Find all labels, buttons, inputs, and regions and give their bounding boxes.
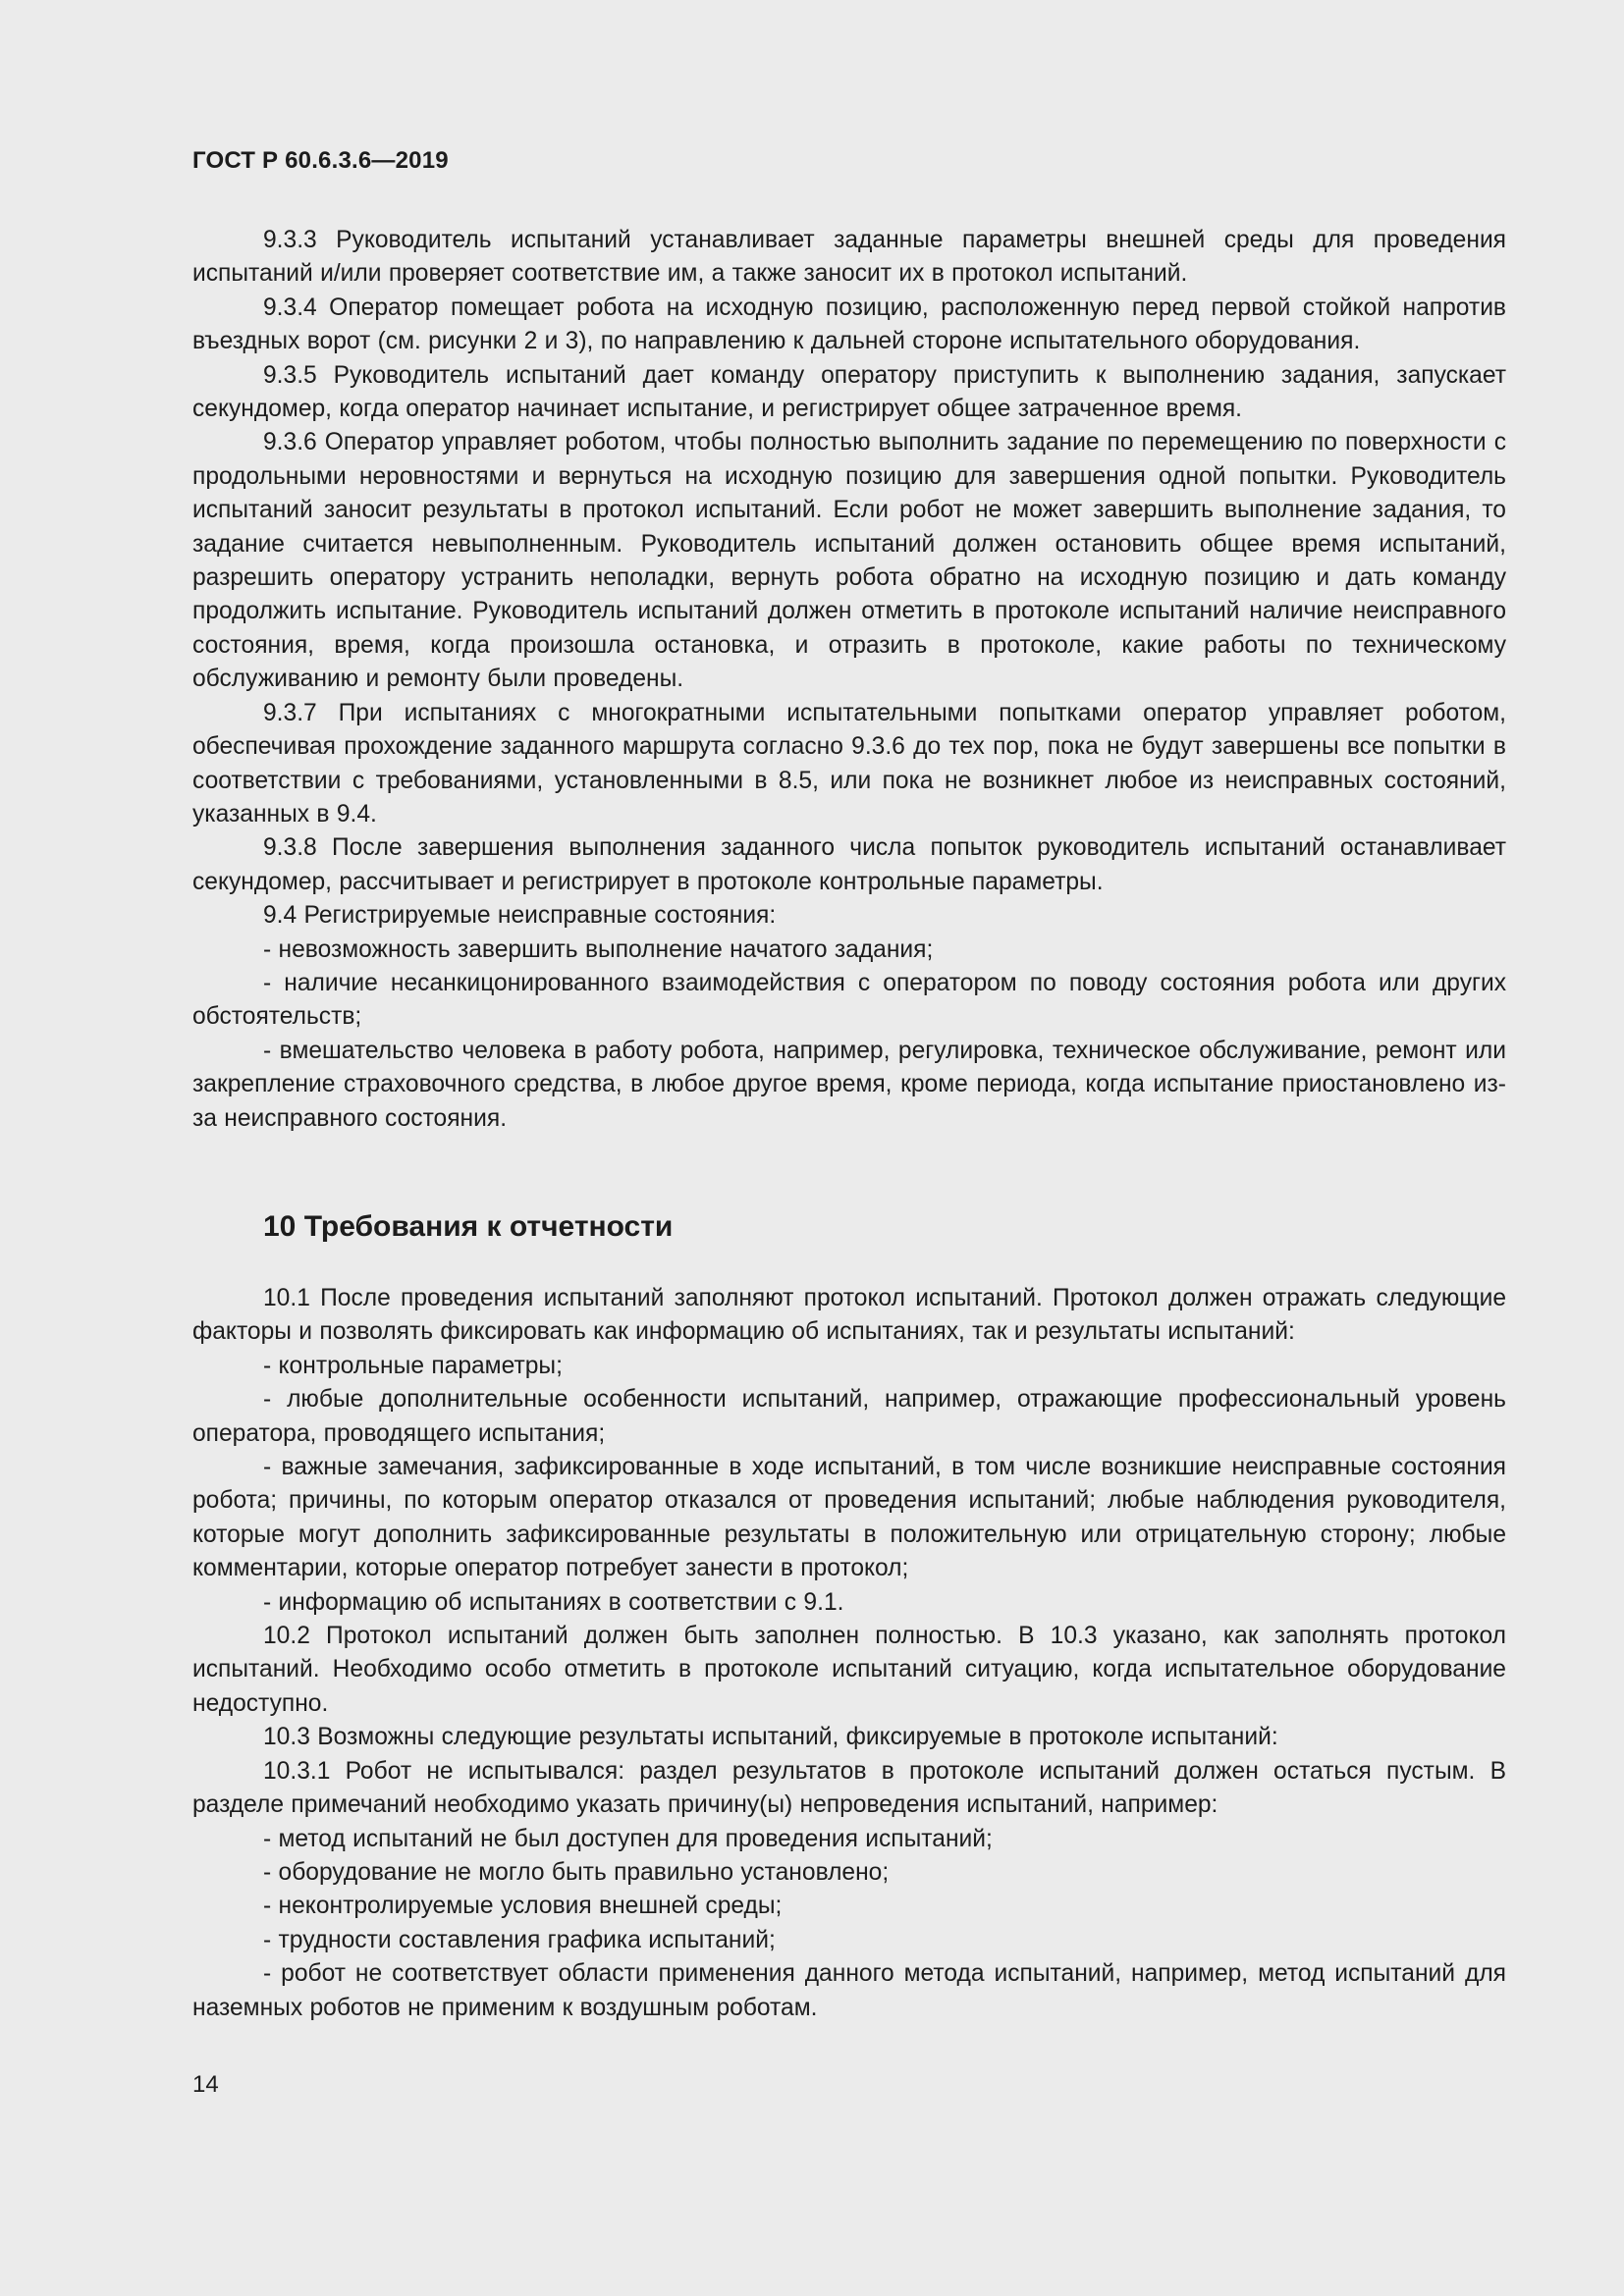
list-item: - информацию об испытаниях в соответствии с 9.1. xyxy=(263,1588,844,1616)
paragraph: 9.3.5 Руководитель испытаний дает команду оператору приступить к выполнению задания, запускает секундомер, когда оператор начинает испытание, и регистрирует общее затраченное время. xyxy=(192,361,1506,423)
list-item: - любые дополнительные особенности испытаний, например, отражающие профессиональный уровень оператора, проводящего испытания; xyxy=(192,1386,1506,1447)
list-item: - оборудование не могло быть правильно установлено; xyxy=(263,1858,890,1886)
paragraph: 10.1 После проведения испытаний заполняют протокол испытаний. Протокол должен отражать следующие факторы и позволять фиксировать как информацию об испытаниях, так и результаты испытаний: xyxy=(192,1285,1506,1346)
body-text-before xyxy=(192,224,1506,1136)
document-header: ГОСТ Р 60.6.3.6—2019 xyxy=(192,147,449,174)
list-item: - контрольные параметры; xyxy=(263,1352,563,1379)
section-title: 10 Требования к отчетности xyxy=(263,1210,674,1243)
list-item: - неконтролируемые условия внешней среды; xyxy=(263,1893,783,1920)
paragraph: 10.2 Протокол испытаний должен быть заполнен полностью. В 10.3 указано, как заполнять протокол испытаний. Необходимо особо отметить в протоколе испытаний ситуацию, когда испытательное оборудование недоступно. xyxy=(192,1623,1506,1717)
list-item: - важные замечания, зафиксированные в ходе испытаний, в том числе возникшие неисправные состояния робота; причины, по которым оператор отказался от проведения испытаний; любые наблюдения руководителя, которые могут дополнить зафиксированные результаты в положительную или отрицательную сторону; любые комментарии, которые оператор потребует занести в протокол; xyxy=(192,1454,1506,1582)
list-item: - вмешательство человека в работу робота, например, регулировка, техническое обслуживание, ремонт или закрепление страховочного средства, в любое другое время, кроме периода, когда испытание приостановлено из-за неисправного состояния. xyxy=(192,1037,1506,1132)
paragraph: 9.3.7 При испытаниях с многократными испытательными попытками оператор управляет роботом, обеспечивая прохождение заданного маршрута согласно 9.3.6 до тех пор, пока не будут завершены все попытки в соответствии с требованиями, установленными в 8.5, или пока не возникнет любое из неисправных состояний, указанных в 9.4. xyxy=(192,699,1506,828)
list-item: - трудности составления графика испытаний; xyxy=(263,1926,776,1953)
page-number: 14 xyxy=(192,2071,219,2098)
document-page xyxy=(192,0,1506,2296)
list-item: - метод испытаний не был доступен для проведения испытаний; xyxy=(263,1825,993,1852)
paragraph: 9.3.3 Руководитель испытаний устанавливает заданные параметры внешней среды для проведения испытаний и/или проверяет соответствие им, а также заносит их в протокол испытаний. xyxy=(192,227,1506,288)
list-item: - робот не соответствует области применения данного метода испытаний, например, метод испытаний для наземных роботов не применим к воздушным роботам. xyxy=(192,1960,1506,2021)
paragraph: 9.3.8 После завершения выполнения заданного числа попыток руководитель испытаний останавливает секундомер, рассчитывает и регистрирует в протоколе контрольные параметры. xyxy=(192,834,1506,895)
paragraph: 10.3 Возможны следующие результаты испытаний, фиксируемые в протоколе испытаний: xyxy=(263,1724,1278,1751)
list-item: - наличие несанкицонированного взаимодействия с оператором по поводу состояния робота или других обстоятельств; xyxy=(192,969,1506,1031)
paragraph: 10.3.1 Робот не испытывался: раздел результатов в протоколе испытаний должен остаться пустым. В разделе примечаний необходимо указать причину(ы) непроведения испытаний, например: xyxy=(192,1757,1506,1819)
paragraph: 9.3.4 Оператор помещает робота на исходную позицию, расположенную перед первой стойкой напротив въездных ворот (см. рисунки 2 и 3), по направлению к дальней стороне испытательного оборудования. xyxy=(192,294,1506,355)
body-text-after xyxy=(192,1282,1506,2025)
paragraph: 9.3.6 Оператор управляет роботом, чтобы полностью выполнить задание по перемещению по поверхности с продольными неровностями и вернуться на исходную позицию для завершения одной попытки. Руководитель испытаний заносит результаты в протокол испытаний. Если робот не может завершить выполнение задания, то задание считается невыполненным. Руководитель испытаний должен остановить общее время испытаний, разрешить оператору устранить неполадки, вернуть робота обратно на исходную позицию и дать команду продолжить испытание. Руководитель испытаний должен отметить в протоколе испытаний наличие неисправного состояния, время, когда произошла остановка, и отразить в протоколе, какие работы по техническому обслуживанию и ремонту были проведены. xyxy=(192,429,1506,693)
paragraph: 9.4 Регистрируемые неисправные состояния: xyxy=(263,902,777,930)
list-item: - невозможность завершить выполнение начатого задания; xyxy=(263,935,934,963)
